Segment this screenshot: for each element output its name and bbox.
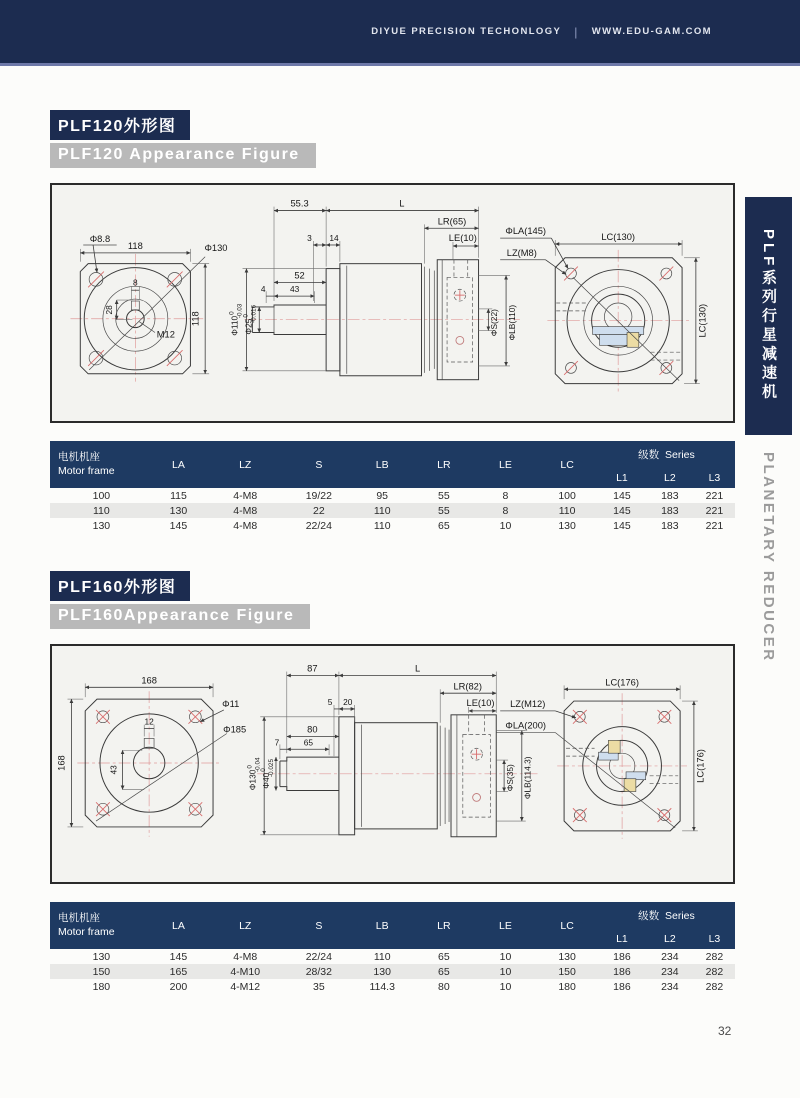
dim-key-width: 8 [133, 277, 138, 288]
col-lc: LC [536, 902, 598, 949]
plf160-side-view [246, 664, 539, 837]
label-flange-dia: Φ185 [223, 724, 247, 735]
dim-lc-side: LC(176) [695, 749, 706, 783]
plf120-rear-view [500, 226, 708, 391]
col-l1: L1 [598, 467, 646, 488]
website-url: WWW.EDU-GAM.COM [591, 26, 712, 37]
dim-front-height: 118 [190, 311, 201, 327]
table-row: 110 130 4-M8 22 110 55 8 110 145 183 221 [50, 503, 735, 518]
plf160-title-cn: PLF160外形图 [50, 571, 190, 601]
dim-a: 5 [327, 697, 333, 707]
col-lc: LC [536, 441, 598, 488]
label-hole-dia: Φ11 [222, 698, 240, 709]
col-l1: L1 [598, 928, 646, 949]
dim-c: 52 [294, 270, 305, 281]
header-separator: | [574, 24, 579, 39]
label-flange-dia: Φ130 [204, 242, 228, 253]
series-tab [745, 197, 792, 435]
dim-input-length: 87 [307, 663, 318, 674]
col-l3: L3 [694, 928, 735, 949]
dim-e: 43 [290, 284, 300, 295]
plf120-drawing-panel [50, 183, 735, 423]
col-lz: LZ [204, 441, 286, 488]
dim-s-dia: ΦS(35) [504, 764, 515, 792]
table-row: 180 200 4-M12 35 114.3 80 10 180 186 234 282 [92, 980, 724, 993]
plf120-title-block [50, 110, 735, 168]
col-lb: LB [351, 441, 413, 488]
dim-lb-dia: ΦLB(114.3) [522, 756, 533, 800]
col-le: LE [475, 441, 537, 488]
col-lz: LZ [204, 902, 286, 949]
label-la: ΦLA(145) [505, 226, 547, 237]
dim-input-length: 55.3 [290, 198, 309, 209]
dim-lr: LR(65) [437, 216, 467, 227]
dim-lb-dia: ΦLB(110) [506, 304, 517, 341]
col-s: S [286, 441, 351, 488]
dim-shaft-dia: $\Phi 25^0-0.016$ [242, 304, 258, 335]
plf160-drawing-panel [50, 644, 735, 884]
table-row: 130 145 4-M8 22/24 110 65 10 130 145 183 221 [92, 519, 724, 532]
company-name: DIYUE PRECISION TECHONLOGY [371, 26, 562, 37]
series-tab-label-en: PLANETARY REDUCER [760, 452, 777, 663]
col-l2: L2 [646, 467, 694, 488]
dim-pilot-dia: $\Phi 110^0-0.03$ [228, 303, 244, 336]
col-s: S [286, 902, 351, 949]
dim-key-width: 12 [144, 716, 154, 727]
dim-le: LE(10) [448, 233, 477, 244]
dim-e: 65 [303, 737, 314, 748]
dim-body-length: L [399, 198, 405, 209]
col-lr: LR [413, 902, 475, 949]
dim-front-height: 168 [56, 755, 67, 771]
dim-front-width: 168 [141, 675, 157, 686]
col-motor-frame: 电机机座 Motor frame [50, 902, 153, 949]
col-series-group: 级数 Series [598, 441, 735, 467]
col-motor-frame: 电机机座 Motor frame [50, 441, 153, 488]
dim-b: 20 [343, 697, 353, 707]
dim-body-length: L [414, 663, 421, 674]
col-le: LE [475, 902, 537, 949]
col-la: LA [153, 441, 204, 488]
plf160-technical-drawing [52, 646, 733, 882]
dim-shaft-dia: $\Phi 40^0-0.025$ [260, 758, 276, 789]
plf120-title-cn: PLF120外形图 [50, 110, 190, 140]
table-row: 100 115 4-M8 19/22 95 55 8 100 145 183 221 [92, 489, 724, 502]
dim-le: LE(10) [466, 697, 495, 708]
dim-a: 3 [307, 233, 312, 244]
dim-lc-top: LC(176) [605, 677, 639, 688]
dim-d: 7 [274, 737, 280, 748]
dim-c: 80 [307, 724, 318, 735]
page-content [50, 110, 735, 994]
col-series-group: 级数 Series [598, 902, 735, 928]
series-tab-label-cn: PLF系列行星减速机 [760, 229, 777, 403]
page-number: 32 [718, 1024, 732, 1038]
col-la: LA [153, 902, 204, 949]
col-lr: LR [413, 441, 475, 488]
label-lz: LZ(M12) [510, 698, 546, 709]
plf160-title-block [50, 571, 735, 629]
top-header-bar [0, 0, 800, 66]
plf120-front-view [70, 234, 227, 382]
dim-lr: LR(82) [453, 681, 482, 692]
dim-b: 14 [329, 233, 339, 244]
col-l2: L2 [646, 928, 694, 949]
plf120-side-view [229, 199, 520, 380]
label-lz: LZ(M8) [506, 247, 537, 258]
dim-lc-top: LC(130) [601, 232, 636, 243]
series-tab-english [745, 452, 792, 663]
label-hole-dia: Φ8.8 [89, 234, 111, 245]
dim-key-depth: 43 [108, 765, 119, 775]
table-row: 130 145 4-M8 22/24 110 65 10 130 186 234 282 [92, 950, 724, 963]
table-row: 150 165 4-M10 28/32 130 65 10 150 186 234 282 [50, 964, 735, 979]
dim-lc-side: LC(130) [697, 303, 708, 338]
label-la: ΦLA(200) [505, 720, 547, 731]
col-lb: LB [351, 902, 413, 949]
dim-d: 4 [260, 284, 266, 295]
dim-s-dia: ΦS(22) [489, 309, 500, 337]
col-l3: L3 [694, 467, 735, 488]
plf160-title-en: PLF160Appearance Figure [50, 604, 310, 629]
dim-key-depth: 28 [103, 305, 114, 315]
plf120-technical-drawing [52, 185, 733, 421]
plf160-front-view [57, 675, 247, 836]
dim-pilot-dia: $\Phi 130^0-0.04$ [246, 757, 262, 791]
dim-front-width: 118 [127, 240, 143, 251]
plf120-spec-table [50, 441, 735, 533]
label-thread: M12 [156, 329, 175, 340]
plf160-spec-table [50, 902, 735, 994]
plf120-title-en: PLF120 Appearance Figure [50, 143, 316, 168]
